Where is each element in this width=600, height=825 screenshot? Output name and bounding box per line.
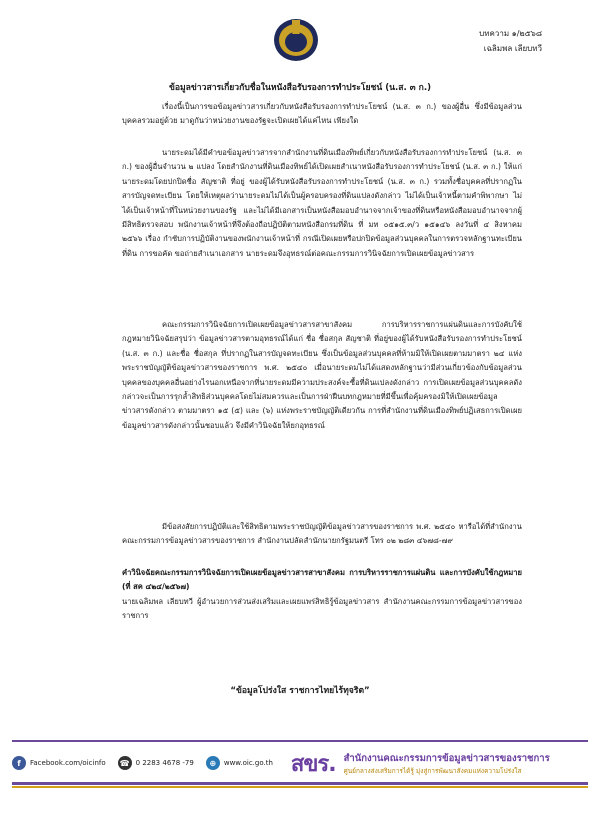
contact-paragraph [122, 520, 522, 549]
org-name: สำนักงานคณะกรรมการข้อมูลข่าวสารของราชการ [343, 752, 550, 764]
article-author: เฉลิมพล เลียบทวี [483, 44, 542, 53]
paragraph-4: มีข้อสงสัยการปฏิบัติและใช้สิทธิตามพระราชบัญญัติข้อมูลข่าวสารของราชการ พ.ศ. ๒๕๔๐ หารือได้ที่สำนักงานคณะกรรมการข้อมูลข่าวสารของราชการ สำนักงานปลัดสำนักนายกรัฐมนตรี โทร ๐๒ ๒๘๓ ๔๖๗๘-๗๙ [122, 522, 522, 546]
reference-body: นายเฉลิมพล เลียบทวี ผู้อำนวยการส่วนส่งเสริมและเผยแพร่สิทธิรู้ข้อมูลข่าวสาร สำนักงานคณะกรรมการข้อมูลข่าวสารของราชการ [122, 596, 522, 621]
phone-contact [118, 756, 194, 770]
garuda-seal-icon [270, 14, 322, 62]
paragraph-2: นายระดมได้มีคำขอข้อมูลข่าวสารจากสำนักงานที่ดินเมืองทิพย์เกี่ยวกับหนังสือรับรองการทำประโยชน์ (น.ส. ๓ ก.) ของผู้อื่นจำนวน ๒ แปลง โดยสำนักงานที่ดินเมืองทิพย์ได้เปิดเผยสำเนาหนังสือรับรองการทำประโยชน์ (น.ส. ๓ ก.) ให้แก่นายระดมโดยปกปิดชื่อ สัญชาติ ที่อยู่ ของผู้ได้รับหนังสือรับรองการทำประโยชน์ (น.ส. ๓ ก.) รวมทั้งชื่อบุคคลที่ปรากฏในสารบัญจดทะเบียน โดยให้เหตุผลว่านายระดมไม่ได้เป็นผู้ครอบครองที่ดินแปลงดังกล่าว ไม่ได้เป็นเจ้าหนี้ตามคำพิพากษา ไม่ได้เป็นเจ้าหน้าที่ในหน่วยงานของรัฐ และไม่ได้มีเอกสารเป็นหนังสือมอบอำนาจจากเจ้าของที่ดินหรือหนังสือมอบอำนาจจากผู้มีสิทธิตรวจสอบ พนักงานเจ้าหน้าที่จึงต้องถือปฏิบัติตามหนังสือกรมที่ดิน ที่ มท ๐๕๑๕.๓/ว ๑๕๑๔๖ ลงวันที่ ๔ สิงหาคม ๒๕๖๖ เรื่อง กำชับการปฏิบัติงานของพนักงานเจ้าหน้าที่ กรณีเปิดเผยหรือปกปิดข้อมูลส่วนบุคคลในการตรวจหลักฐานทะเบียนที่ดิน การขอคัด ขอถ่ายสำเนาเอกสาร นายระดมจึงอุทธรณ์ต่อคณะกรรมการวินิจฉัยการเปิดเผยข้อมูลข่าวสาร [122, 148, 522, 258]
slogan: “ข้อมูลโปร่งใส ราชการไทยไร้ทุจริต” [230, 686, 370, 696]
facebook-text: Facebook.com/oicinfo [30, 759, 106, 767]
footer-stripe-gold [12, 786, 588, 788]
org-tagline: ศูนย์กลางส่งเสริมการได้รู้ มุ่งสู่การพัฒนาสังคมแห่งความโปร่งใส [343, 766, 522, 775]
globe-icon: ⊕ [206, 756, 220, 770]
website-link[interactable] [206, 756, 273, 770]
brand-logo: สขร. [290, 751, 336, 777]
paragraph-3: คณะกรรมการวินิจฉัยการเปิดเผยข้อมูลข่าวสารสาขาสังคม การบริหารราชการแผ่นดินและการบังคับใช้กฎหมายวินิจฉัยสรุปว่า ข้อมูลข่าวสารตามอุทธรณ์ได้แก่ ชื่อ ชื่อสกุล สัญชาติ ที่อยู่ของผู้ได้รับหนังสือรับรองการทำประโยชน์ (น.ส. ๓ ก.) และชื่อ ชื่อสกุล ที่ปรากฏในสารบัญจดทะเบียน ซึ่งเป็นข้อมูลส่วนบุคคลที่ห้ามมิให้เปิดเผยตามมาตรา ๒๔ แห่งพระราชบัญญัติข้อมูลข่าวสารของราชการ พ.ศ. ๒๕๔๐ เมื่อนายระดมไม่ได้แสดงหลักฐานว่ามีส่วนเกี่ยวข้องกับข้อมูลส่วนบุคคลของบุคคลอื่นอย่างไรนอกเหนือจากที่นายระดมมีความประสงค์จะซื้อที่ดินแปลงดังกล่าว การเปิดเผยข้อมูลส่วนบุคคลดังกล่าวจะเป็นการรุกล้ำสิทธิส่วนบุคคลโดยไม่สมควรและเป็นการฝ่าฝืนบทกฎหมายที่มีขึ้นเพื่อคุ้มครองมิให้เปิดเผยข้อมูลข่าวสารดังกล่าว ตามมาตรา ๑๕ (๕) และ (๖) แห่งพระราชบัญญัติเดียวกัน การที่สำนักงานที่ดินเมืองทิพย์ปฏิเสธการเปิดเผยข้อมูลข่าวสารดังกล่าวนั้นชอบแล้ว จึงมีคำวินิจฉัยให้ยกอุทธรณ์ [122, 320, 522, 430]
article-number: บทความ ๑/๒๕๖๘ [479, 29, 542, 38]
facebook-icon: f [12, 756, 26, 770]
footer-stripe-purple [12, 782, 588, 785]
website-text: www.oic.go.th [223, 759, 273, 767]
phone-text: 0 2283 4678 -79 [135, 759, 194, 767]
footer [12, 740, 588, 784]
org-block [344, 751, 550, 776]
phone-icon: ☎ [118, 756, 132, 770]
facts-paragraph [122, 146, 522, 261]
reference-heading: คำวินิจฉัยคณะกรรมการวินิจฉัยการเปิดเผยข้อมูลข่าวสารสาขาสังคม การบริหารราชการแผ่นดิน และการบังคับใช้กฎหมาย (ที่ สค ๔๒๔/๒๕๖๗) [122, 568, 522, 592]
ruling-paragraph [122, 318, 522, 433]
intro-paragraph [122, 100, 522, 129]
reference-block [122, 566, 522, 624]
article-reference [479, 26, 542, 56]
document-title: ข้อมูลข่าวสารเกี่ยวกับชื่อในหนังสือรับรองการทำประโยชน์ (น.ส. ๓ ก.) [168, 83, 432, 93]
paragraph-1: เรื่องนี้เป็นการขอข้อมูลข่าวสารเกี่ยวกับหนังสือรับรองการทำประโยชน์ (น.ส. ๓ ก.) ของผู้อื่น ซึ่งมีข้อมูลส่วนบุคคลรวมอยู่ด้วย มาดูกันว่าหน่วยงานของรัฐจะเปิดเผยได้แค่ไหน เพียงใด [122, 102, 522, 126]
facebook-link[interactable] [12, 756, 106, 770]
